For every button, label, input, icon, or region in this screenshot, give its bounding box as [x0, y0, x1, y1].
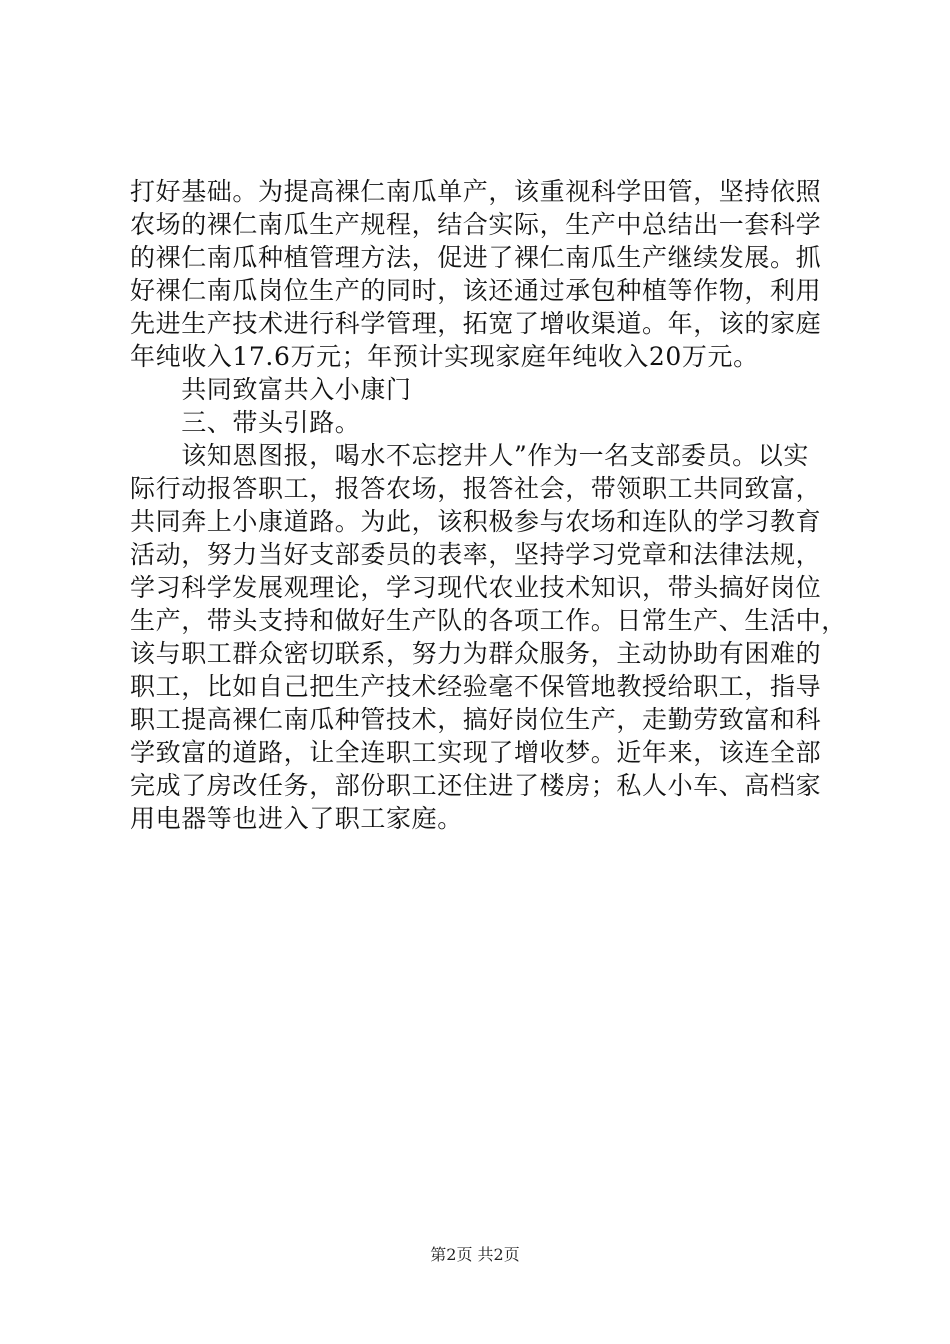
page-number-footer: 第2页 共2页: [430, 1245, 520, 1264]
section-heading-common-prosperity: 共同致富共入小康门: [130, 375, 412, 404]
text-line-14: 生产，带头支持和做好生产队的各项工作。日常生产、生活中，: [130, 606, 847, 635]
text-line-3: 的裸仁南瓜种植管理方法，促进了裸仁南瓜生产继续发展。抓: [130, 243, 822, 272]
text-line-2: 农场的裸仁南瓜生产规程，结合实际，生产中总结出一套科学: [130, 210, 822, 239]
text-line-15: 该与职工群众密切联系，努力为群众服务，主动协助有困难的: [130, 639, 822, 668]
text-line-4: 好裸仁南瓜岗位生产的同时，该还通过承包种植等作物，利用: [130, 276, 822, 305]
text-line-6: 年纯收入17.6万元；年预计实现家庭年纯收入20万元。: [130, 342, 759, 371]
text-line-13: 学习科学发展观理论，学习现代农业技术知识，带头搞好岗位: [130, 573, 822, 602]
section-heading-lead-the-way: 三、带头引路。: [130, 408, 361, 437]
text-line-12: 活动，努力当好支部委员的表率，坚持学习党章和法律法规，: [130, 540, 822, 569]
text-line-16: 职工，比如自己把生产技术经验毫不保管地教授给职工，指导: [130, 672, 822, 701]
text-line-17: 职工提高裸仁南瓜种管技术，搞好岗位生产，走勤劳致富和科: [130, 705, 822, 734]
text-line-11: 共同奔上小康道路。为此，该积极参与农场和连队的学习教育: [130, 507, 822, 536]
text-line-1: 打好基础。为提高裸仁南瓜单产，该重视科学田管，坚持依照: [130, 177, 822, 206]
text-line-9: 该知恩图报，喝水不忘挖井人”作为一名支部委员。以实: [130, 441, 809, 470]
text-line-10: 际行动报答职工，报答农场，报答社会，带领职工共同致富，: [130, 474, 822, 503]
text-line-20: 用电器等也进入了职工家庭。: [130, 804, 463, 833]
text-line-5: 先进生产技术进行科学管理，拓宽了增收渠道。年，该的家庭: [130, 309, 822, 338]
text-line-18: 学致富的道路，让全连职工实现了增收梦。近年来，该连全部: [130, 738, 822, 767]
text-line-19: 完成了房改任务，部份职工还住进了楼房；私人小车、高档家: [130, 771, 822, 800]
